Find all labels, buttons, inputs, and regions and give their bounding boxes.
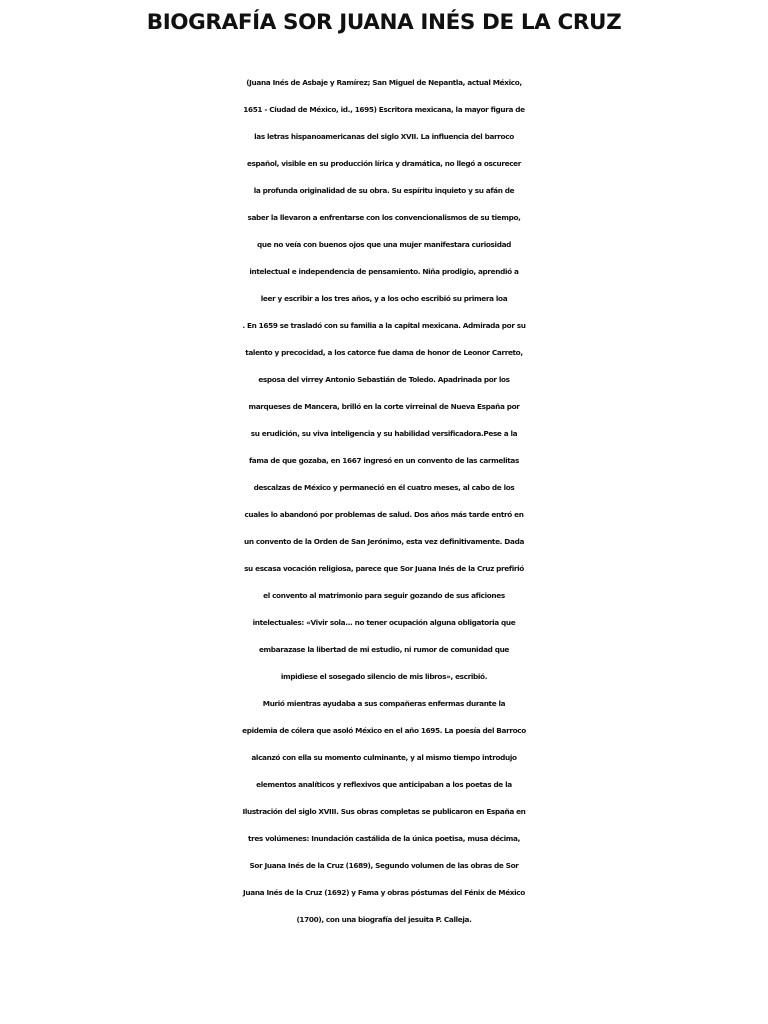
- body-line: fama de que gozaba, en 1667 ingresó en un convento de las carmelitas: [248, 456, 520, 465]
- body-line: alcanzó con ella su momento culminante, y al mismo tiempo introdujo: [251, 753, 517, 762]
- body-line: saber la llevaron a enfrentarse con los convencionalismos de su tiempo,: [247, 213, 521, 222]
- body-line: . En 1659 se trasladó con su familia a la capital mexicana. Admirada por su: [242, 321, 526, 330]
- body-line: que no veía con buenos ojos que una mujer manifestara curiosidad: [256, 240, 512, 249]
- body-line: un convento de la Orden de San Jerónimo, esta vez definitivamente. Dada: [243, 537, 525, 546]
- body-line: epidemia de cólera que asoló México en el año 1695. La poesía del Barroco: [242, 726, 526, 735]
- body-line: (1700), con una biografía del jesuita P. Calleja.: [296, 915, 472, 924]
- body-line: esposa del virrey Antonio Sebastián de Toledo. Apadrinada por los: [258, 375, 510, 384]
- body-line: embarazase la libertad de mi estudio, ni rumor de comunidad que: [258, 645, 510, 654]
- body-line: Sor Juana Inés de la Cruz (1689), Segundo volumen de las obras de Sor: [249, 861, 519, 870]
- body-line: talento y precocidad, a los catorce fue dama de honor de Leonor Carreto,: [245, 348, 523, 357]
- body-line: español, visible en su producción lírica y dramática, no llegó a oscurecer: [246, 159, 522, 168]
- body-line: Murió mientras ayudaba a sus compañeras enfermas durante la: [262, 699, 506, 708]
- document-body: [0, 69, 768, 933]
- body-line: impidiese el sosegado silencio de mis libros», escribió.: [280, 672, 488, 681]
- body-line: (Juana Inés de Asbaje y Ramírez; San Miguel de Nepantla, actual México,: [246, 78, 522, 87]
- body-line: cuales lo abandonó por problemas de salud. Dos años más tarde entró en: [244, 510, 524, 519]
- body-line: el convento al matrimonio para seguir gozando de sus aficiones: [263, 591, 505, 600]
- body-line: su escasa vocación religiosa, parece que Sor Juana Inés de la Cruz prefirió: [244, 564, 524, 573]
- body-line: descalzas de México y permaneció en él cuatro meses, al cabo de los: [253, 483, 515, 492]
- body-line: su erudición, su viva inteligencia y su habilidad versificadora.Pese a la: [250, 429, 518, 438]
- body-line: elementos analíticos y reflexivos que anticipaban a los poetas de la: [256, 780, 512, 789]
- body-line: leer y escribir a los tres años, y a los ocho escribió su primera loa: [260, 294, 508, 303]
- body-line: intelectual e independencia de pensamiento. Niña prodigio, aprendió a: [249, 267, 519, 276]
- body-line: Ilustración del siglo XVIII. Sus obras completas se publicaron en España en: [242, 807, 526, 816]
- body-line: tres volúmenes: Inundación castálida de la única poetisa, musa décima,: [247, 834, 521, 843]
- body-line: las letras hispanoamericanas del siglo XVII. La influencia del barroco: [254, 132, 514, 141]
- body-line: intelectuales: «Vivir sola... no tener ocupación alguna obligatoria que: [252, 618, 516, 627]
- body-line: Juana Inés de la Cruz (1692) y Fama y obras póstumas del Fénix de México: [243, 888, 525, 897]
- body-line: la profunda originalidad de su obra. Su espíritu inquieto y su afán de: [253, 186, 515, 195]
- document-title: BIOGRAFÍA SOR JUANA INÉS DE LA CRUZ: [146, 10, 622, 35]
- body-line: 1651 - Ciudad de México, id., 1695) Escritora mexicana, la mayor figura de: [243, 105, 525, 114]
- body-line: marqueses de Mancera, brilló en la corte virreinal de Nueva España por: [248, 402, 520, 411]
